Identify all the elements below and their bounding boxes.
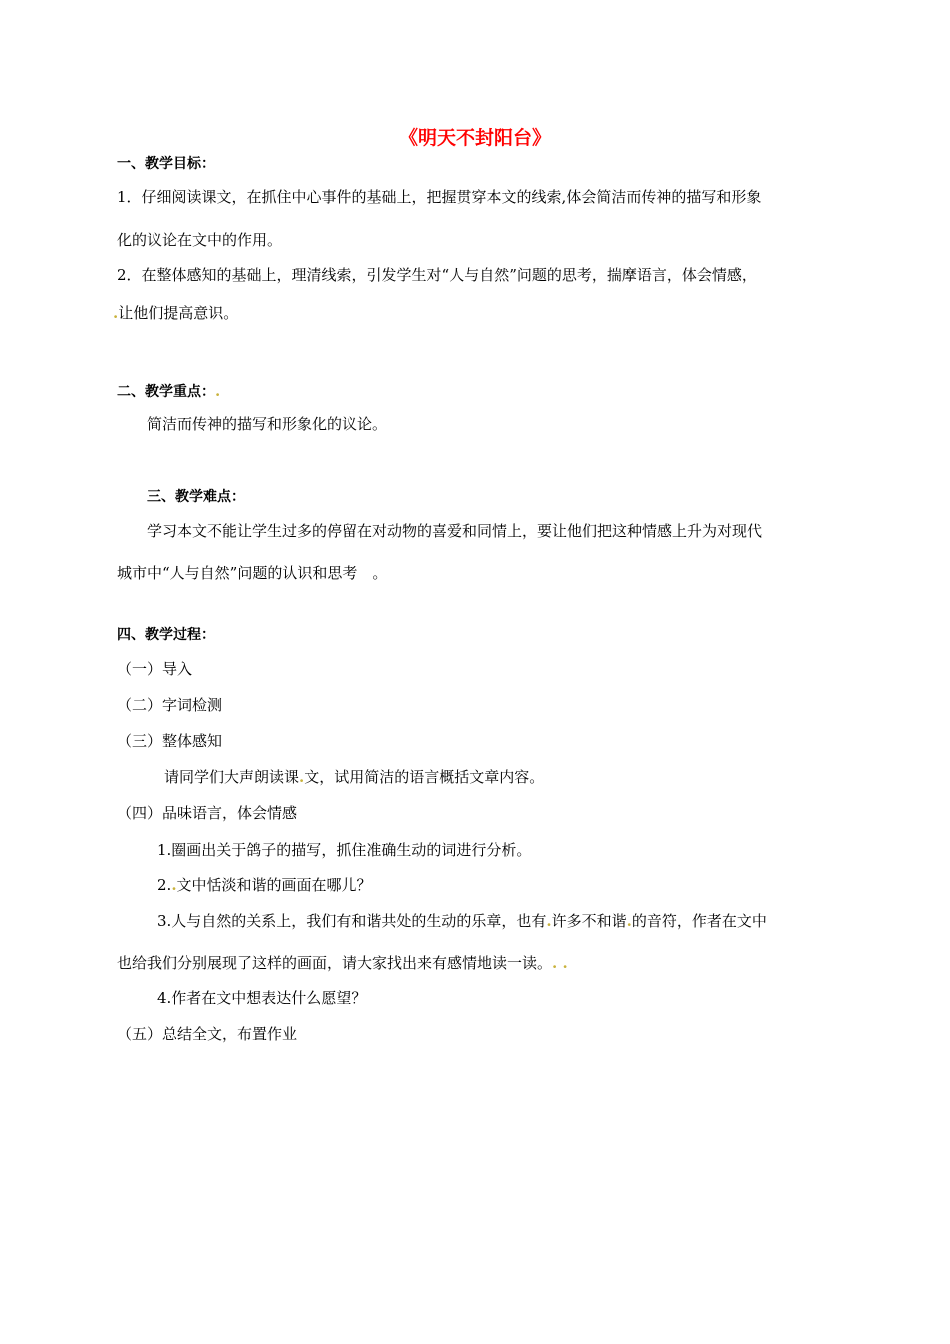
objective-2-line-2-text: 让他们提高意识。 (118, 304, 239, 322)
difficulties-line-1: 学习本文不能让学生过多的停留在对动物的喜爱和同情上，要让他们把这种情感上升为对现代 (147, 522, 763, 540)
emphasis-mark: . (113, 304, 119, 322)
question-3-line-2-text: 也给我们分别展现了这样的画面，请大家找出来有感情地读一读。 (117, 954, 553, 972)
emphasis-mark: . (215, 382, 221, 400)
process-step-3-detail (164, 767, 544, 787)
section-heading-objectives: 一、教学目标： (117, 156, 215, 172)
question-3-line-1 (157, 911, 767, 931)
process-step-4: （四）品味语言，体会情感 (117, 804, 298, 822)
key-points-content: 简洁而传神的描写和形象化的议论。 (147, 415, 388, 433)
emphasis-mark: . (299, 768, 305, 786)
difficulties-line-2: 城市中“人与自然”问题的认识和思考 。 (117, 564, 388, 582)
objective-2-line-2 (113, 303, 238, 323)
process-step-1: （一）导入 (117, 660, 193, 678)
question-2-text: 文中恬淡和谐的画面在哪儿？ (176, 876, 372, 894)
key-points-heading: 二、教学重点： (117, 384, 215, 400)
step-3-detail-part-b: 文，试用简洁的语言概括文章内容。 (304, 768, 545, 786)
process-step-5: （五）总结全文，布置作业 (117, 1025, 298, 1043)
objective-1-line-1: 1．仔细阅读课文，在抓住中心事件的基础上，把握贯穿本文的线索,体会简洁而传神的描写和形象 (117, 188, 762, 206)
step-3-detail-part-a: 请同学们大声朗读课 (164, 768, 300, 786)
objective-1-line-2: 化的议论在文中的作用。 (117, 231, 283, 249)
section-heading-difficulties: 三、教学难点： (147, 489, 245, 505)
question-1: 1.圈画出关于鸽子的描写，抓住准确生动的词进行分析。 (157, 841, 532, 859)
question-4: 4.作者在文中想表达什么愿望？ (157, 989, 367, 1007)
process-step-2: （二）字词检测 (117, 696, 223, 714)
emphasis-mark: . (626, 912, 632, 930)
emphasis-mark: . (171, 876, 177, 894)
question-2 (157, 875, 372, 895)
emphasis-mark: . . (552, 954, 568, 972)
question-3-part-a: 3.人与自然的关系上，我们有和谐共处的生动的乐章，也有 (157, 912, 547, 930)
objective-2-line-1: 2．在整体感知的基础上，理清线索，引发学生对“人与自然”问题的思考，揣摩语言，体会情感， (117, 266, 757, 284)
question-3-part-b: 许多不和谐 (551, 912, 627, 930)
emphasis-mark: . (546, 912, 552, 930)
page-title: 《明天不封阳台》 (398, 127, 551, 149)
section-heading-process: 四、教学过程： (117, 627, 215, 643)
process-step-3: （三）整体感知 (117, 732, 223, 750)
question-2-number: 2. (157, 876, 172, 894)
section-heading-key-points (117, 381, 220, 402)
question-3-line-2 (117, 953, 568, 973)
question-3-part-c: 的音符，作者在文中 (631, 912, 767, 930)
